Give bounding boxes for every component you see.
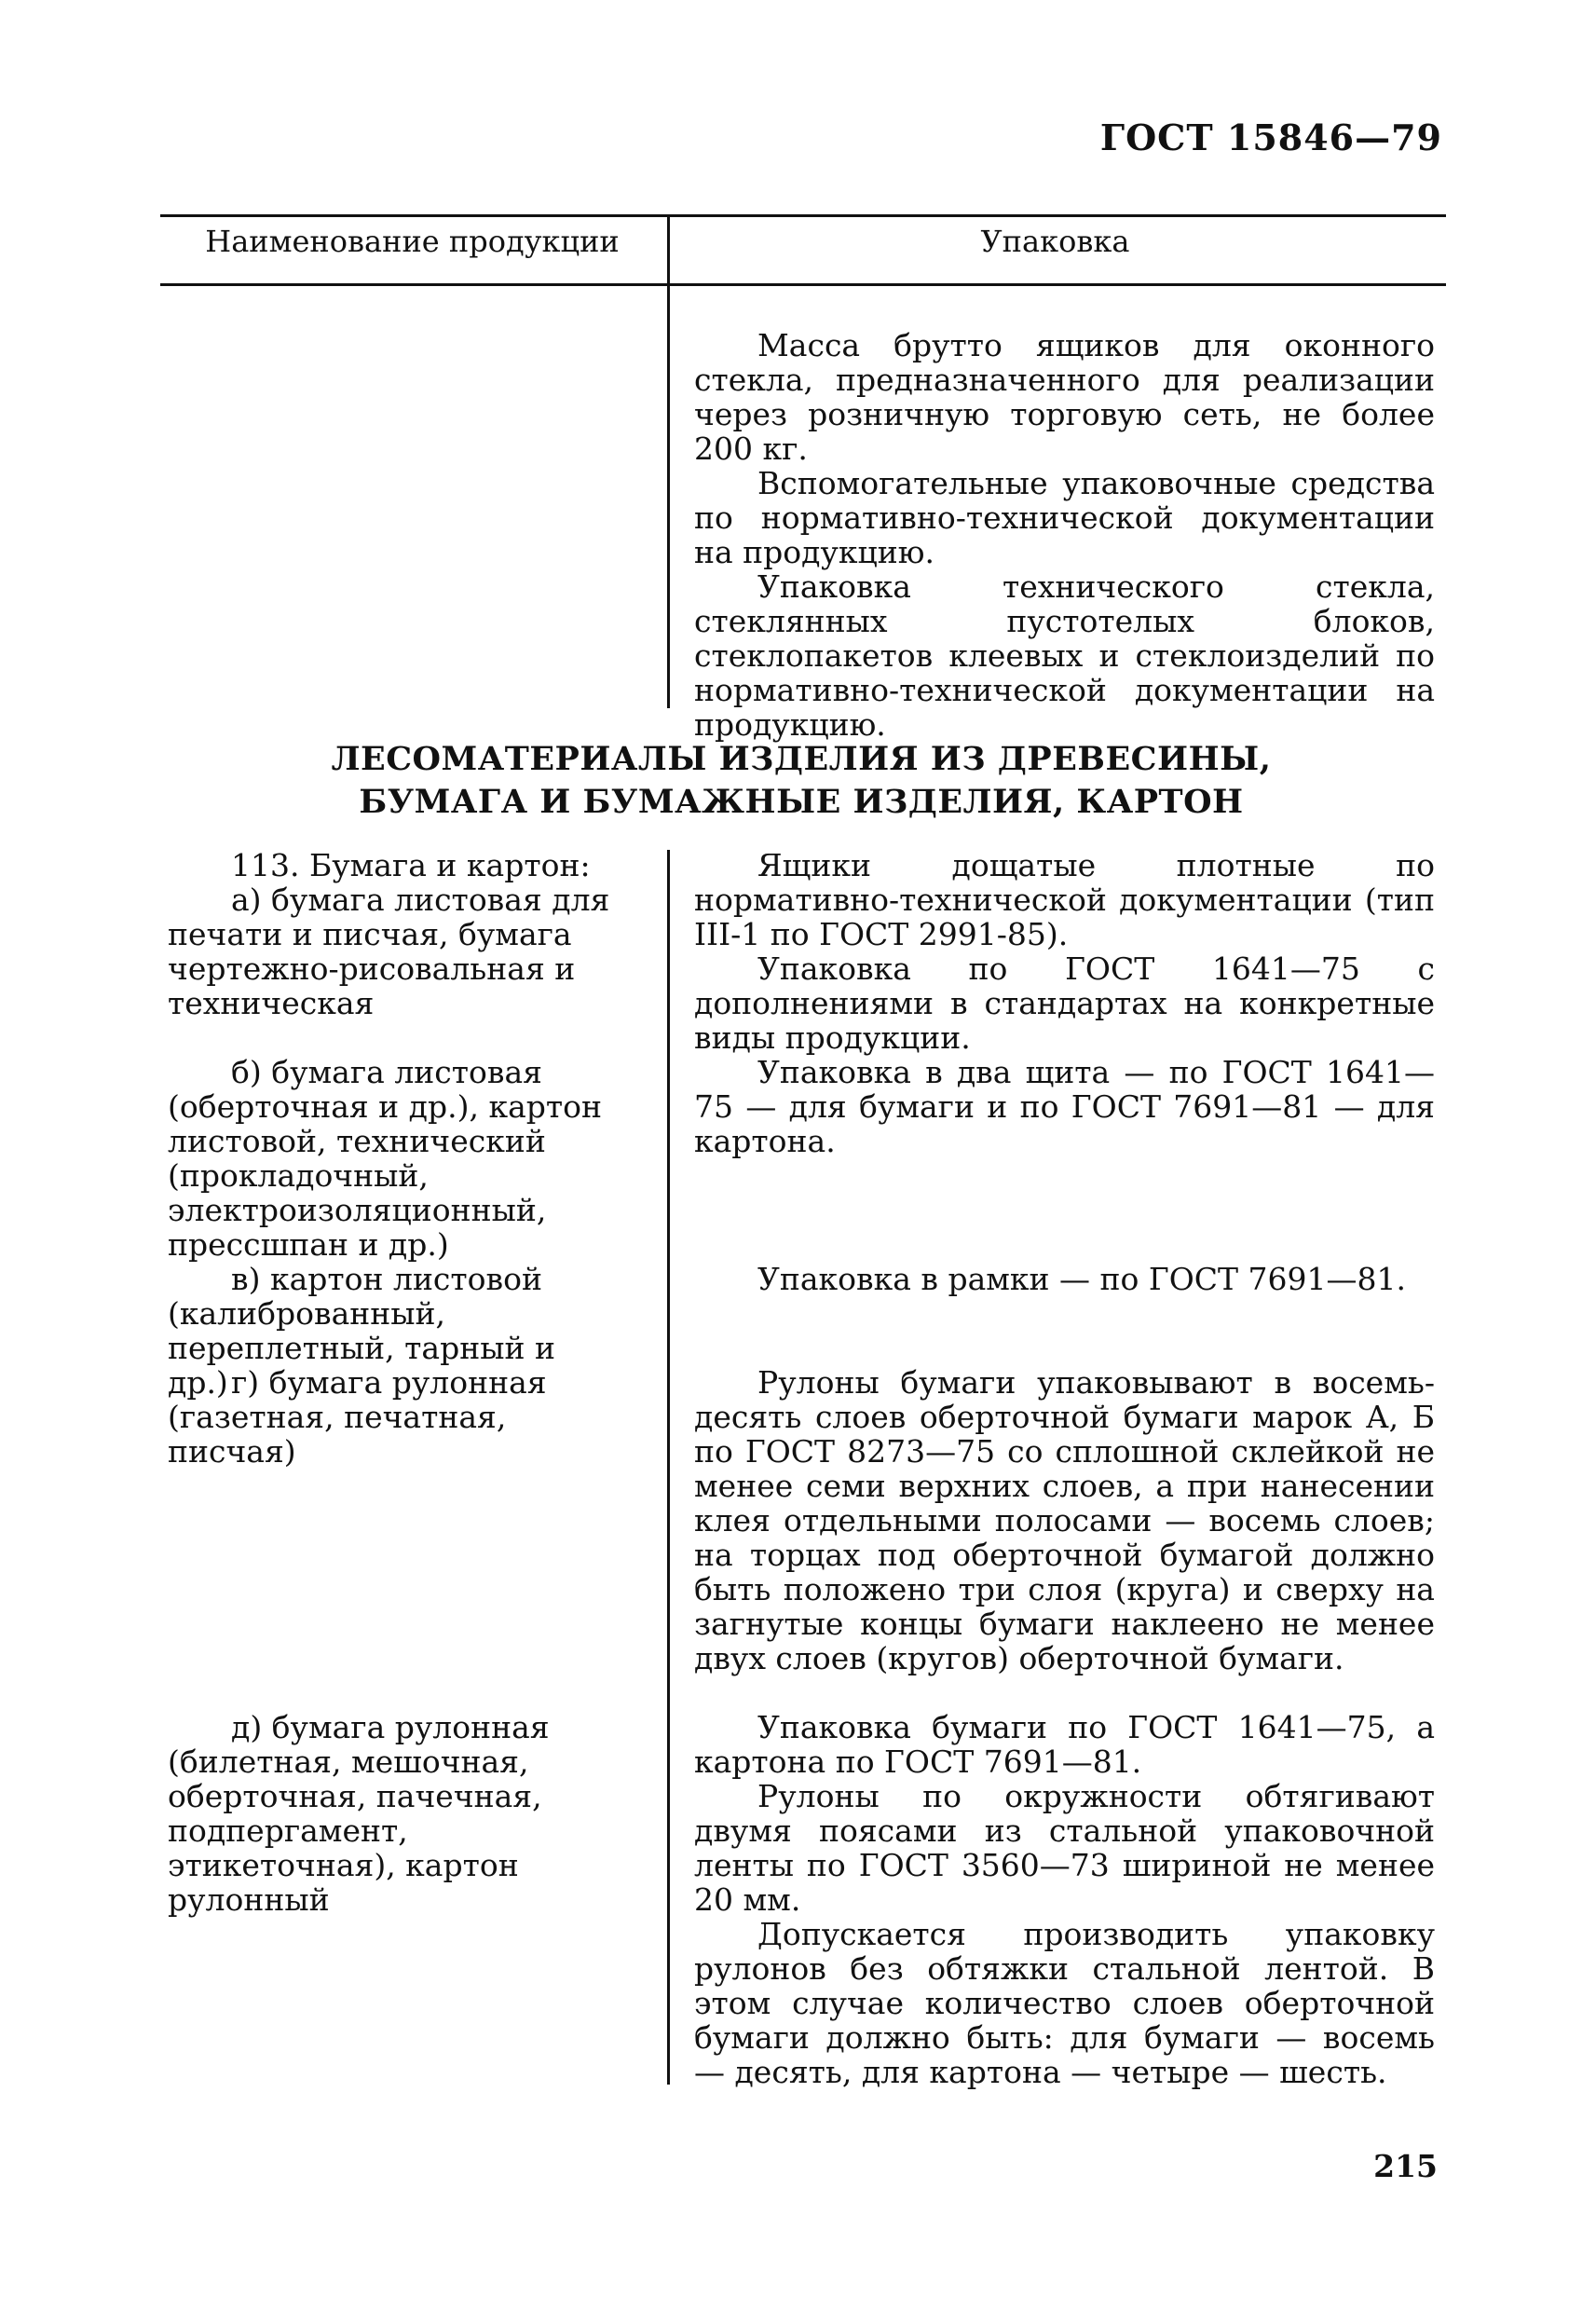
packing-paragraph: Упаковка бумаги по ГОСТ 1641—75, а картона по ГОСТ 7691—81. [694,1709,1435,1780]
product-item-a: а) бумага листовая для печати и писчая, бумага чертежно-рисовальная и техническая [168,882,610,1021]
document-code: ГОСТ 15846—79 [1099,116,1442,158]
packing-paragraph: Упаковка в два щита — по ГОСТ 1641—75 — для бумаги и по ГОСТ 7691—81 — для картона. [694,1054,1435,1159]
product-item-v: в) картон листовой (калиброванный, переплетный, тарный и др.) [168,1261,555,1401]
product-item-b: б) бумага листовая (оберточная и др.), картон листовой, технический (прокладочный, электроизоляционный, прессшпан и др.) [168,1054,602,1263]
packing-paragraph: Вспомогательные упаковочные средства по нормативно-технической документации на продукцию. [694,465,1435,570]
table-header-bottom-rule-1 [0,0,1286,3]
section-title [168,738,1435,824]
product-group-title: 113. Бумага и картон: [231,847,591,883]
table-top-rule [160,214,1446,217]
section-title-line: ЛЕСОМАТЕРИАЛЫ ИЗДЕЛИЯ ИЗ ДРЕВЕСИНЫ, [331,740,1272,778]
column-header-packing: Упаковка [980,224,1130,259]
section-title-line: БУМАГА И БУМАЖНЫЕ ИЗДЕЛИЯ, КАРТОН [359,783,1244,821]
packing-paragraph: Ящики дощатые плотные по нормативно-технической документации (тип III-1 по ГОСТ 2991-85). [694,847,1435,952]
packing-paragraph: Упаковка в рамки — по ГОСТ 7691—81. [757,1261,1406,1297]
column-divider-upper [667,214,670,708]
packing-paragraph: Упаковка по ГОСТ 1641—75 с дополнениями в стандартах на конкретные виды продукции. [694,950,1435,1056]
page-number: 215 [1373,2148,1438,2184]
product-item-d: д) бумага рулонная (билетная, мешочная, оберточная, пачечная, подпергамент, этикеточная), картон рулонный [168,1709,550,1918]
table-header-bottom-rule-2 [160,283,1446,286]
packing-paragraph: Допускается производить упаковку рулонов без обтяжки стальной лентой. В этом случае количество слоев оберточной бумаги должно быть: для бумаги — восемь — десять, для картона — четыре — шесть. [694,1916,1435,2090]
column-divider-lower [667,850,670,2085]
packing-paragraph: Упаковка технического стекла, стеклянных пустотелых блоков, стеклопакетов клеевых и стеклоизделий по нормативно-технической документации на продукцию. [694,568,1435,743]
packing-paragraph: Рулоны по окружности обтягивают двумя поясами из стальной упаковочной ленты по ГОСТ 3560—73 шириной не менее 20 мм. [694,1778,1435,1918]
product-item-g: г) бумага рулонная (газетная, печатная, писчая) [168,1364,547,1470]
packing-paragraph: Масса брутто ящиков для оконного стекла, предназначенного для реализации через розничную торговую сеть, не более 200 кг. [694,327,1435,467]
column-header-product: Наименование продукции [205,224,620,259]
packing-paragraph: Рулоны бумаги упаковывают в восемь-десять слоев оберточной бумаги марок А, Б по ГОСТ 8273—75 со сплошной склейкой не менее семи верхних слоев, а при нанесении клея отдельными полосами — восемь слоев; на торцах под оберточной бумагой должно быть положено три слоя (круга) и сверху на загнутые концы бумаги наклеено не менее двух слоев (кругов) оберточной бумаги. [694,1364,1435,1676]
